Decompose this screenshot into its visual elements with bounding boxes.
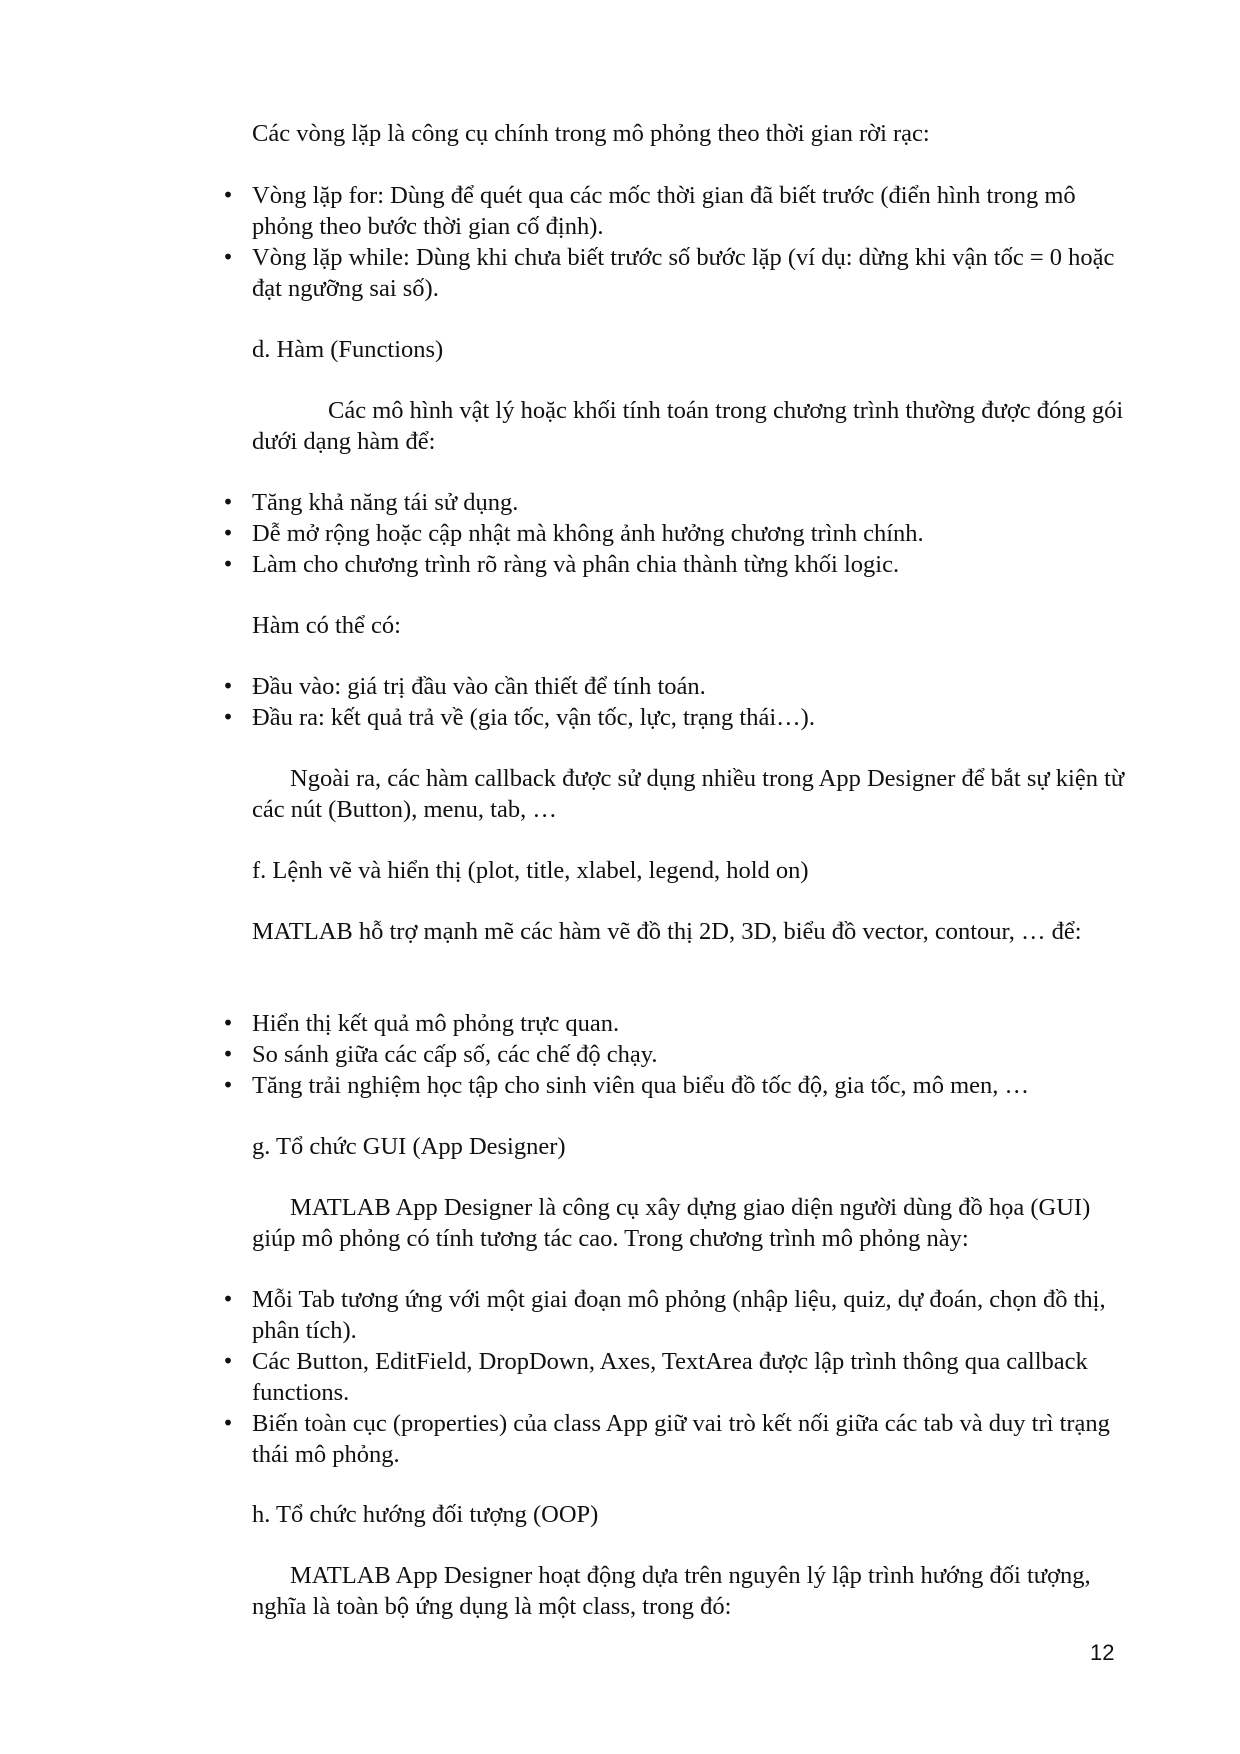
list-item-text: Đầu vào: giá trị đầu vào cần thiết để tính toán. [252, 673, 706, 700]
list-item-text: Tăng trải nghiệm học tập cho sinh viên qua biểu đồ tốc độ, gia tốc, mô men, … [252, 1072, 1030, 1099]
section-heading-h: h. Tổ chức hướng đối tượng (OOP) [252, 1501, 599, 1528]
section-f-list [222, 1008, 1132, 1101]
list-item [222, 671, 1132, 702]
bullet-icon: • [222, 1073, 234, 1097]
list-item [222, 487, 1132, 518]
list-item-text: Vòng lặp while: Dùng khi chưa biết trước số bước lặp (ví dụ: dừng khi vận tốc = 0 hoặc đạt ngưỡng sai số). [252, 244, 1115, 302]
bullet-icon: • [222, 1349, 234, 1373]
list-item [222, 1408, 1132, 1470]
list-item [222, 518, 1132, 549]
bullet-icon: • [222, 245, 234, 269]
list-item [222, 1346, 1132, 1408]
list-item-text: Các Button, EditField, DropDown, Axes, TextArea được lập trình thông qua callback functions. [252, 1348, 1088, 1406]
list-item [222, 702, 1132, 733]
section-d-list [222, 487, 1132, 580]
bullet-icon: • [222, 183, 234, 207]
intro-paragraph: Các vòng lặp là công cụ chính trong mô phỏng theo thời gian rời rạc: [252, 120, 930, 147]
section-g-paragraph: MATLAB App Designer là công cụ xây dựng giao diện người dùng đồ họa (GUI) giúp mô phỏng có tính tương tác cao. Trong chương trình mô phỏng này: [252, 1194, 1091, 1252]
section-d-list-2 [222, 671, 1132, 733]
list-item-text: Tăng khả năng tái sử dụng. [252, 489, 519, 516]
list-item [222, 1070, 1132, 1101]
list-item [222, 1039, 1132, 1070]
list-item [222, 1008, 1132, 1039]
list-item-text: So sánh giữa các cấp số, các chế độ chạy. [252, 1041, 658, 1068]
section-heading-d: d. Hàm (Functions) [252, 336, 444, 363]
list-item-text: Vòng lặp for: Dùng để quét qua các mốc thời gian đã biết trước (điển hình trong mô phỏng theo bước thời gian cố định). [252, 182, 1076, 240]
list-item-text: Hiển thị kết quả mô phỏng trực quan. [252, 1010, 620, 1037]
page-number: 12 [1090, 1640, 1115, 1665]
bullet-icon: • [222, 1411, 234, 1435]
bullet-icon: • [222, 674, 234, 698]
section-heading-f: f. Lệnh vẽ và hiển thị (plot, title, xlabel, legend, hold on) [252, 857, 809, 884]
bullet-icon: • [222, 1042, 234, 1066]
section-h-paragraph: MATLAB App Designer hoạt động dựa trên nguyên lý lập trình hướng đối tượng, nghĩa là toàn bộ ứng dụng là một class, trong đó: [252, 1562, 1091, 1620]
bullet-icon: • [222, 1011, 234, 1035]
bullet-icon: • [222, 1287, 234, 1311]
list-item [222, 180, 1132, 242]
section-g-list [222, 1284, 1132, 1470]
section-f-paragraph: MATLAB hỗ trợ mạnh mẽ các hàm vẽ đồ thị 2D, 3D, biểu đồ vector, contour, … để: [252, 918, 1082, 945]
list-item [222, 549, 1132, 580]
section-heading-g: g. Tổ chức GUI (App Designer) [252, 1133, 566, 1160]
list-item [222, 1284, 1132, 1346]
bullet-icon: • [222, 490, 234, 514]
section-d-paragraph: Các mô hình vật lý hoặc khối tính toán trong chương trình thường được đóng gói dưới dạng hàm để: [252, 397, 1124, 455]
list-item-text: Mỗi Tab tương ứng với một giai đoạn mô phỏng (nhập liệu, quiz, dự đoán, chọn đồ thị, phân tích). [252, 1286, 1106, 1344]
bullet-icon: • [222, 552, 234, 576]
list-item-text: Đầu ra: kết quả trả về (gia tốc, vận tốc, lực, trạng thái…). [252, 704, 815, 731]
list-item-text: Dễ mở rộng hoặc cập nhật mà không ảnh hưởng chương trình chính. [252, 520, 924, 547]
list-item-text: Biến toàn cục (properties) của class App giữ vai trò kết nối giữa các tab và duy trì trạng thái mô phỏng. [252, 1410, 1110, 1468]
list-item-text: Làm cho chương trình rõ ràng và phân chia thành từng khối logic. [252, 551, 900, 578]
bullet-icon: • [222, 705, 234, 729]
bullet-icon: • [222, 521, 234, 545]
section-d-paragraph-3: Ngoài ra, các hàm callback được sử dụng nhiều trong App Designer để bắt sự kiện từ các nút (Button), menu, tab, … [252, 765, 1125, 823]
section-d-paragraph-2: Hàm có thể có: [252, 612, 401, 639]
list-item [222, 242, 1132, 304]
loops-list [222, 180, 1132, 304]
